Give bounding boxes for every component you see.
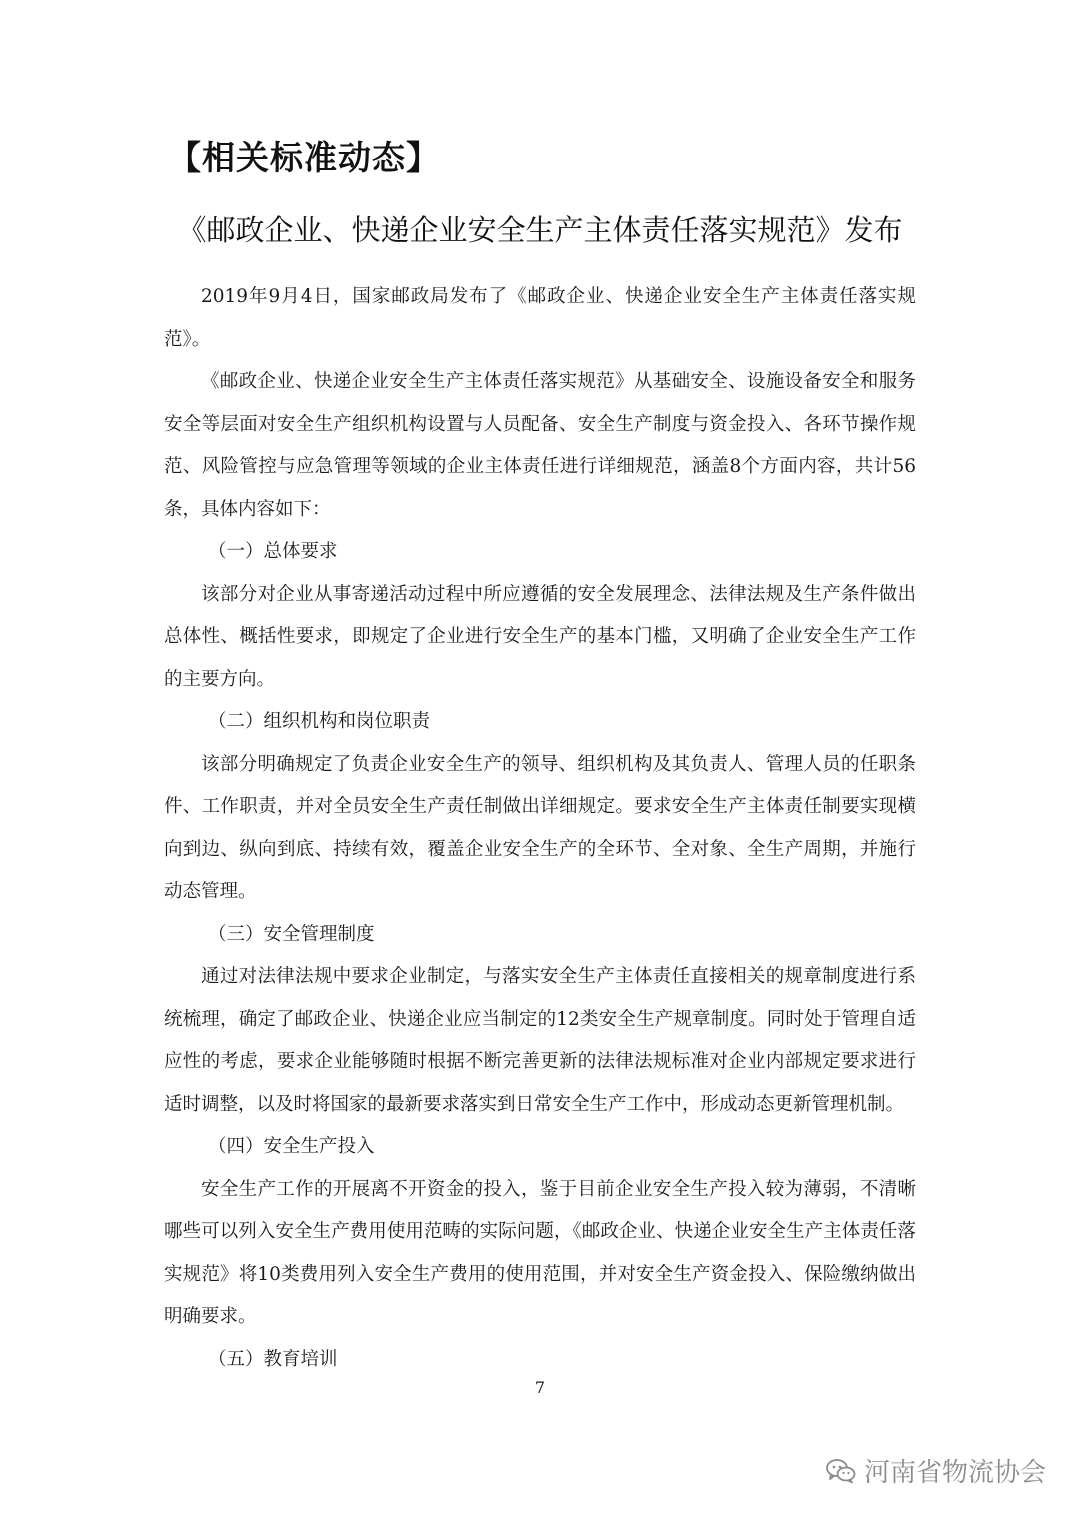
section-heading: （一）总体要求 <box>208 541 338 562</box>
paragraph: 2019年9月4日，国家邮政局发布了《邮政企业、快递企业安全生产主体责任落实规范》。 <box>164 286 916 350</box>
paragraph: 《邮政企业、快递企业安全生产主体责任落实规范》从基础安全、设施设备安全和服务安全等层面对安全生产组织机构设置与人员配备、安全生产制度与资金投入、各环节操作规范、风险管控与应急管理等领域的企业主体责任进行详细规范，涵盖8个方面内容，共计56条，具体内容如下： <box>164 371 916 520</box>
section-heading: （四）安全生产投入 <box>208 1136 375 1157</box>
paragraph: 安全生产工作的开展离不开资金的投入，鉴于目前企业安全生产投入较为薄弱，不清晰哪些可以列入安全生产费用使用范畴的实际问题，《邮政企业、快递企业安全生产主体责任落实规范》将10类费用列入安全生产费用的使用范围，并对安全生产资金投入、保险缴纳做出明确要求。 <box>164 1178 916 1327</box>
wechat-icon <box>826 1458 856 1484</box>
section-heading: （二）组织机构和岗位职责 <box>208 711 431 732</box>
page-number: 7 <box>534 1378 546 1397</box>
paragraph: 该部分对企业从事寄递活动过程中所应遵循的安全发展理念、法律法规及生产条件做出总体性、概括性要求，即规定了企业进行安全生产的基本门槛，又明确了企业安全生产工作的主要方向。 <box>164 583 916 690</box>
paragraph: 该部分明确规定了负责企业安全生产的领导、组织机构及其负责人、管理人员的任职条件、工作职责，并对全员安全生产责任制做出详细规定。要求安全生产主体责任制要实现横向到边、纵向到底、持续有效，覆盖企业安全生产的全环节、全对象、全生产周期，并施行动态管理。 <box>164 753 916 902</box>
section-heading: （三）安全管理制度 <box>208 923 375 945</box>
section-heading: （五）教育培训 <box>208 1348 338 1370</box>
watermark <box>826 1452 1046 1489</box>
watermark-text: 河南省物流协会 <box>863 1458 1046 1488</box>
paragraph: 通过对法律法规中要求企业制定，与落实安全生产主体责任直接相关的规章制度进行系统梳理，确定了邮政企业、快递企业应当制定的12类安全生产规章制度。同时处于管理自适应性的考虑，要求企业能够随时根据不断完善更新的法律法规标准对企业内部规定要求进行适时调整，以及时将国家的最新要求落实到日常安全生产工作中，形成动态更新管理机制。 <box>164 966 916 1115</box>
page-title: 《邮政企业、快递企业安全生产主体责任落实规范》发布 <box>177 213 903 247</box>
section-label: 【相关标准动态】 <box>168 138 440 177</box>
article-body <box>164 276 916 1381</box>
